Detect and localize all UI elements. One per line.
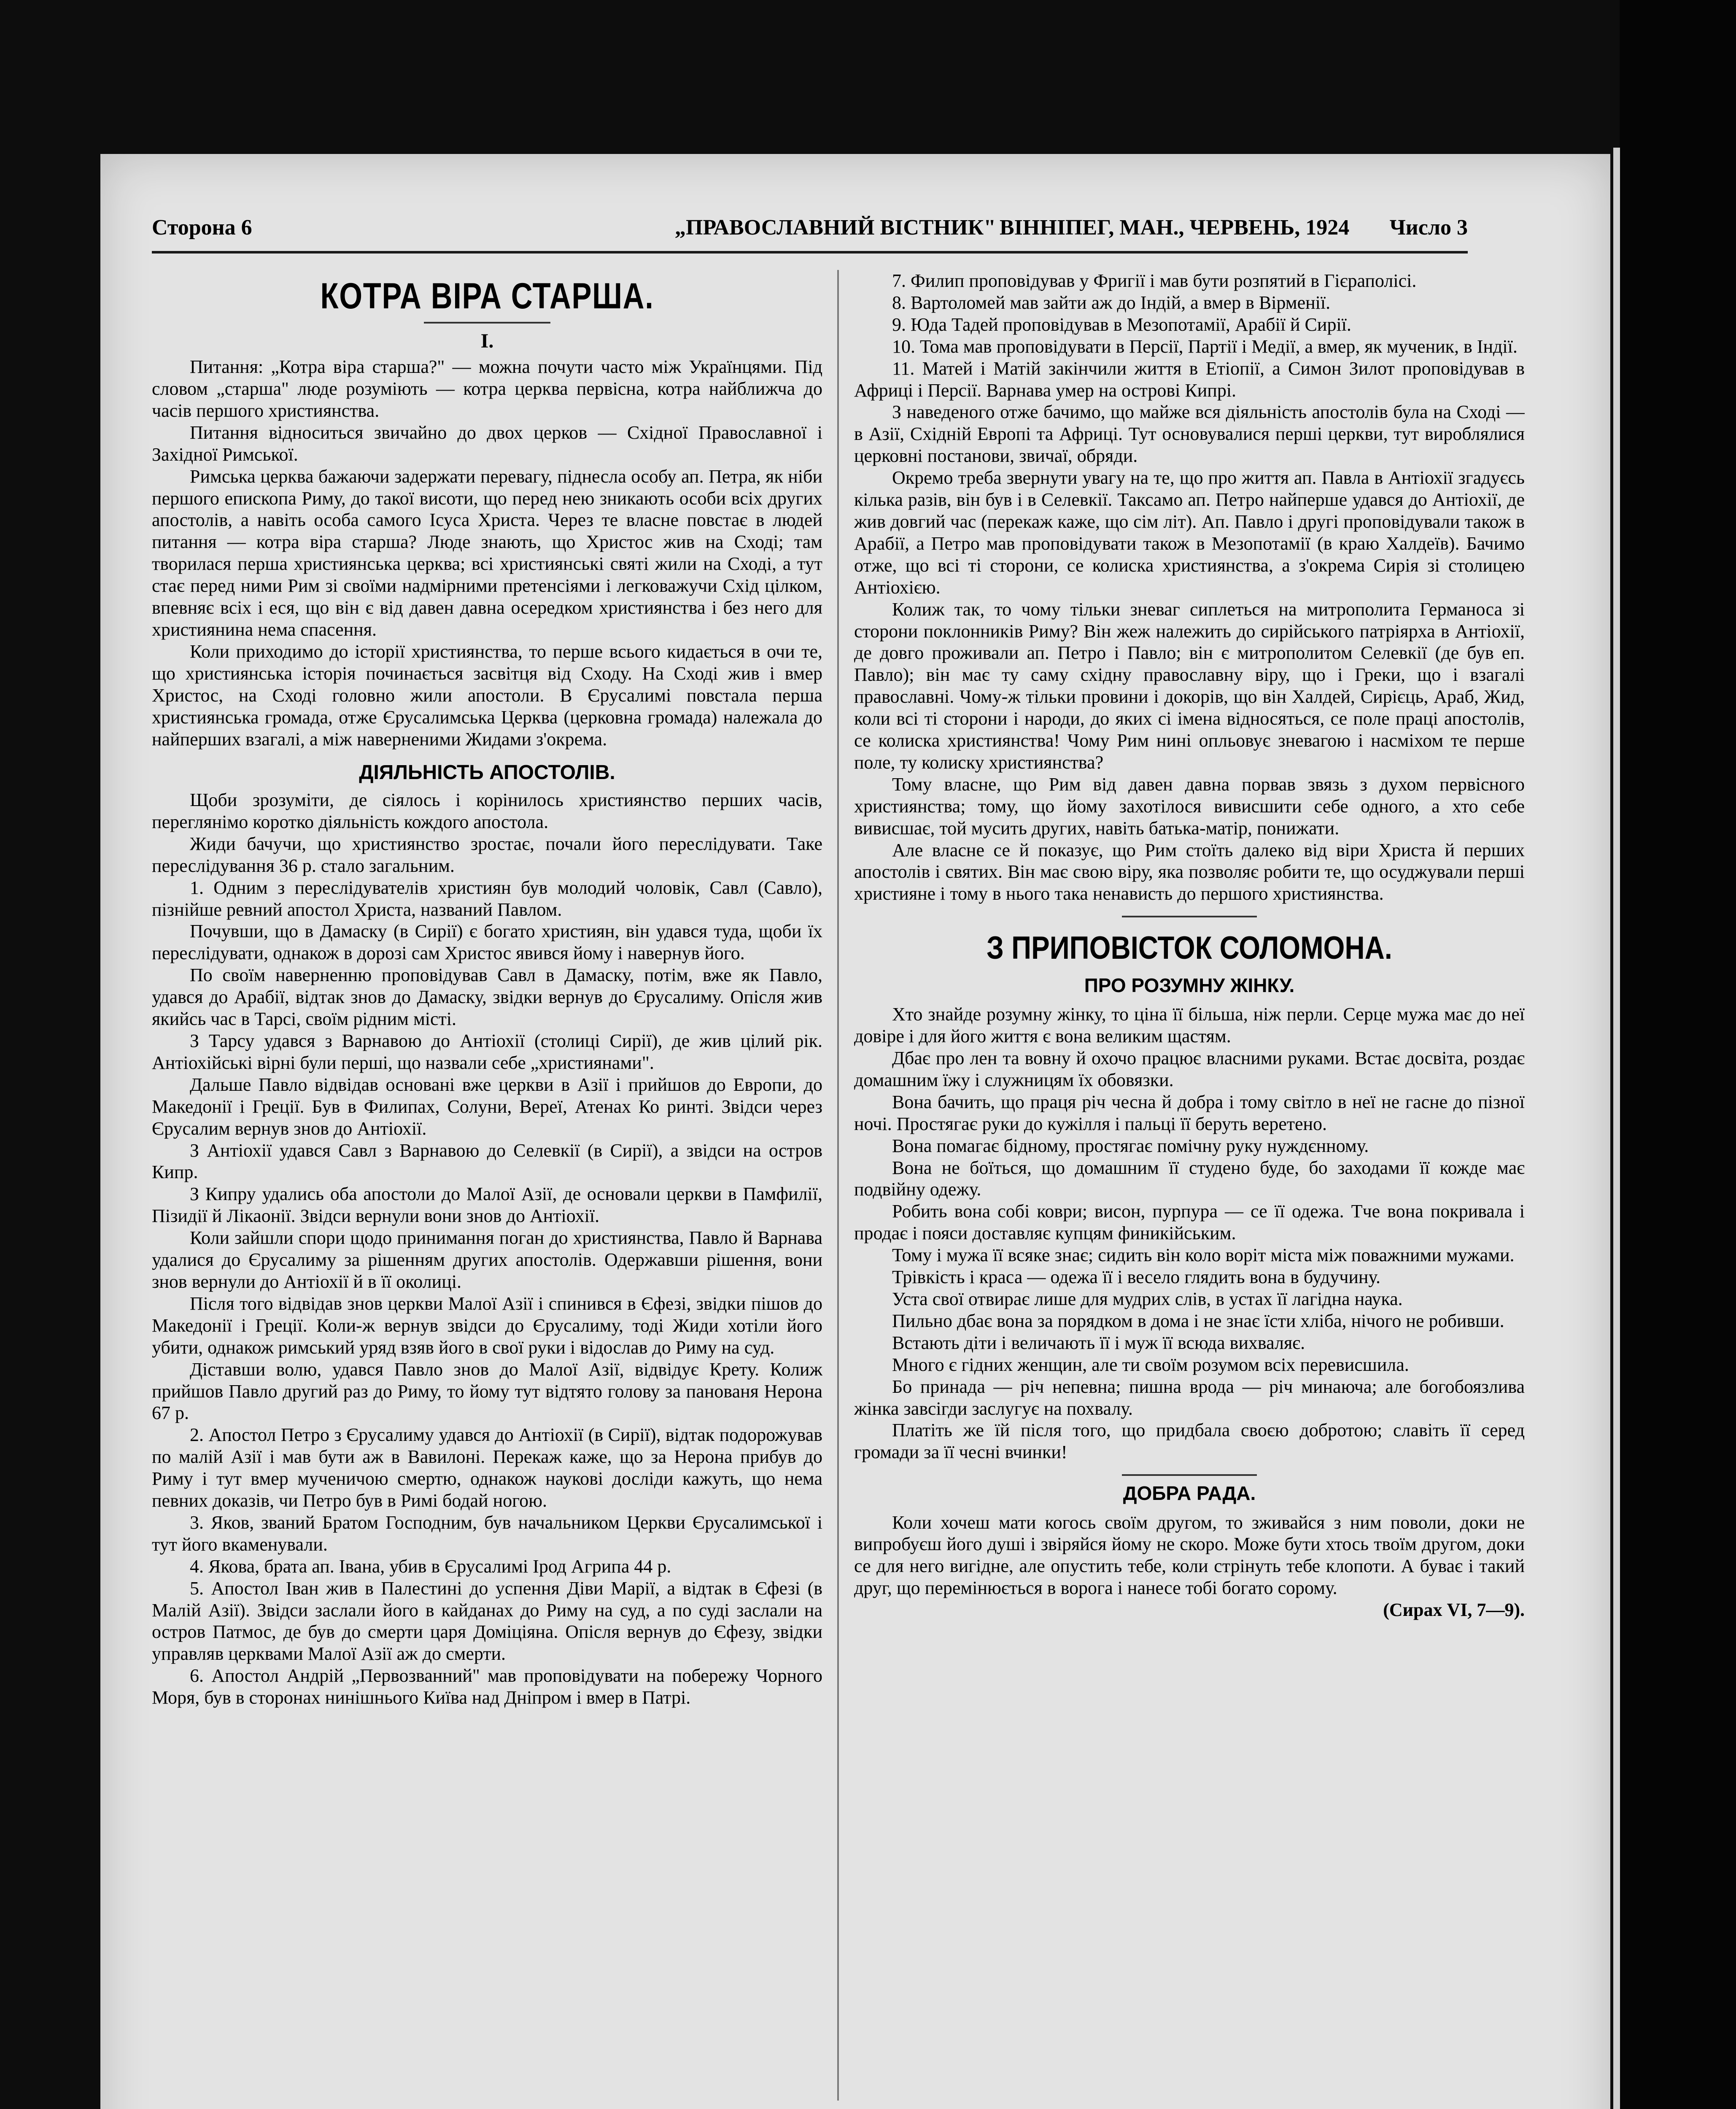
paragraph: Тому і мужа її всяке знає; сидить він коло воріт міста між поважними мужами. <box>892 1245 1515 1266</box>
newspaper-name: „ПРАВОСЛАВНИЙ ВІСТНИК" <box>675 216 996 240</box>
paragraph: Питання відноситься звичайно до двох церков — Східної Православної і Західної Римської. <box>152 422 822 465</box>
paragraph: По своїм наверненню проповідував Савл в Дамаску, потім, вже як Павло, удався до Арабії, відтак знов до Дамаску, звідки вернув до Єрусалиму. Опісля жив якийсь час в Тарсі, своїм рідним місті. <box>152 965 822 1030</box>
paragraph: Жиди бачучи, що християнство зростає, почали його переслідувати. Таке переслідування 36 р. стало загальним. <box>152 833 822 876</box>
part-number: І. <box>480 330 494 353</box>
paragraph: 5. Апостол Іван жив в Палестині до успення Діви Марії, а відтак в Єфезі (в Малій Азії). Звідси заслали його в кайданах до Риму на суд, а по суді заслали на остров Патмос, де був до смерти царя Доміціяна. Опісля вернув до Єфезу, звідки управляв церквами Малої Азії аж до смерти. <box>152 1578 822 1664</box>
paragraph: 3. Яков, званий Братом Господним, був начальником Церкви Єрусалимської і тут його вкаменували. <box>152 1512 822 1555</box>
issue-number: Число 3 <box>1389 216 1468 240</box>
paragraph: Вона бачить, що праця річ чесна й добра і тому світло в неї не гасне до пізної ночі. Простягає руки до кужілля і пальці її беруть веретено. <box>854 1091 1525 1134</box>
paragraph: 1. Одним з переслідувателів християн був молодий чоловік, Савл (Савло), пізнійше ревний апостол Христа, названий Павлом. <box>152 877 822 920</box>
paragraph: З Антіохії удався Савл з Варнавою до Селевкії (в Сирії), а звідси на остров Кипр. <box>152 1140 822 1183</box>
page-number-label: Сторона 6 <box>152 216 252 240</box>
section-heading: ДІЯЛЬНІСТЬ АПОСТОЛІВ. <box>359 761 615 784</box>
paragraph: Вона не боїться, що домашним її студено буде, бо заходами її кожде має подвійну одежу. <box>854 1157 1525 1200</box>
paragraph: Коли приходимо до історії християнства, то перше всього кидається в очи те, що християнська історія починається засвітця від Сходу. На Сході жив і вмер Христос, на Сході головно жили апостоли. В Єрусалимі повстала перша християнська громада, отже Єрусалимська Церква (церковна громада) належала до найперших взагалі, а між наверненими Жидами з'окрема. <box>152 641 822 750</box>
paragraph: 8. Вартоломей мав зайти аж до Індій, а вмер в Вірменії. <box>892 292 1331 313</box>
paragraph: Але власне се й показує, що Рим стоїть далеко від віри Христа й перших апостолів і святих. Він має свою віру, яка позволяє робити те, що осуджували перші християне і тому в нього така ненависть до першого християнства. <box>854 839 1525 904</box>
paragraph: Почувши, що в Дамаску (в Сирії) є богато християн, він удався туда, щоби їх переслідувати, однакож в дорозі сам Христос явився йому і навернув його. <box>152 921 822 964</box>
paragraph: Уста свої отвирає лише для мудрих слів, в устах її лагідна наука. <box>892 1289 1403 1309</box>
article-title: КОТРА ВІРА СТАРША. <box>320 276 654 316</box>
paragraph: Діставши волю, удався Павло знов до Малої Азії, відвідує Крету. Колиж прийшов Павло другий раз до Риму, то йому тут відтято голову за панованя Нерона 67 р. <box>152 1359 822 1424</box>
paragraph: Дбає про лен та вовну й охочо працює власними руками. Встає досвіта, роздає домашним їжу і служницям їх обовязки. <box>854 1048 1525 1090</box>
paragraph: 7. Филип проповідував у Фригії і мав бути розпятий в Гієраполісі. <box>892 270 1417 291</box>
title-rule <box>424 322 550 324</box>
paragraph: Тому власне, що Рим від давен давна порвав звязь з духом первісного християнства; тому, що йому захотілося вивисшити себе одного, а хто себе вивисшає, той мусить других, навіть батька-матір, понижати. <box>854 774 1525 839</box>
paragraph: Колиж так, то чому тільки зневаг сиплеться на митрополита Германоса зі сторони поклонників Риму? Він жеж належить до сирійського патріярха в Антіохії, де довго проживали ап. Петро і Павло; він є митрополитом Селевкії (де був еп. Павло); він має ту саму східну православну віру, що і Греки, що і взагалі православні. Чому-ж тільки провини і докорів, що він Халдей, Сирієць, Араб, Жид, коли всі ті сторони і народи, до яких сі імена відносяться, се поле праці апостолів, се колиска християнства! Чому Рим нині опльовує зневагою і насміхом те перше поле, ту колиску християнства? <box>854 599 1525 773</box>
paragraph: 10. Тома мав проповідувати в Персії, Партії і Медії, а вмер, як мученик, в Індії. <box>892 336 1518 357</box>
paragraph: З Кипру удались оба апостоли до Малої Азії, де основали церкви в Памфилії, Пізидії й Лікаонії. Звідси вернули вони знов до Антіохії. <box>152 1184 822 1227</box>
section-rule <box>1122 1474 1257 1476</box>
paragraph: Коли зайшли спори щодо принимання поган до християнства, Павло й Варнава удалися до Єрусалиму за рішенням других апостолів. Одержавши рішення, вони знов вернули до Антіохії й в її околиці. <box>152 1227 822 1292</box>
scripture-citation: (Сирах VI, 7—9). <box>1383 1599 1525 1621</box>
paragraph: Бо принада — річ непевна; пишна врода — річ минаюча; але богобоязлива жінка завсігди заслугує на похвалу. <box>854 1376 1525 1419</box>
paragraph: Трівкість і краса — одежа її і весело глядить вона в будучину. <box>892 1267 1381 1288</box>
adjacent-page-edge <box>1613 148 1620 2109</box>
paragraph: 2. Апостол Петро з Єрусалиму удався до Антіохії (в Сирії), відтак подорожував по малій Азії і мав бути аж в Вавилоні. Перекаж каже, що за Нерона прибув до Риму і тут вмер мученичою смертю, однакож наукові досліди кажуть, що нема певних доказів, чи Петро був в Римі бодай ногою. <box>152 1424 822 1511</box>
paragraph: Хто знайде розумну жінку, то ціна її більша, ніж перли. Серце мужа має до неї довіре і для його життя є вона великим щастям. <box>854 1004 1525 1047</box>
paragraph: Щоби зрозуміти, де сіялось і корінилось християнство перших часів, переглянімо коротко діяльність кождого апостола. <box>152 790 822 832</box>
paragraph: Платіть же їй після того, що придбала своєю добротою; славіть її серед громади за її чесні вчинки! <box>854 1420 1525 1463</box>
paragraph: Робить вона собі коври; висон, пурпура — се її одежа. Тче вона покривала і продає і пояси доставляє купцям финикійським. <box>854 1201 1525 1244</box>
paragraph: Дальше Павло відвідав основані вже церкви в Азії і прийшов до Европи, до Македонії і Греції. Був в Филипах, Солуни, Вереї, Атенах Ко ринті. Звідси через Єрусалим вернув знов до Антіохії. <box>152 1074 822 1139</box>
paragraph: 4. Якова, брата ап. Івана, убив в Єрусалимі Ірод Агрипа 44 р. <box>190 1556 671 1577</box>
place-date: ВІННІПЕГ, МАН., ЧЕРВЕНЬ, 1924 <box>1000 216 1350 240</box>
column-divider <box>837 270 839 2101</box>
paragraph: 9. Юда Тадей проповідував в Мезопотамії, Арабії й Сирії. <box>892 314 1351 335</box>
paragraph: 6. Апостол Андрій „Первозванний" мав проповідувати на побережу Чорного Моря, був в сторонах нинішнього Київа над Дніпром і вмер в Патрі. <box>152 1665 822 1708</box>
paragraph: Питання: „Котра віра старша?" — можна почути часто між Українцями. Під словом „старша" люде розуміють — котра церква первісна, котра найближча до часів першого християнства. <box>152 356 822 421</box>
subheading-wise-woman: ПРО РОЗУМНУ ЖІНКУ. <box>1084 974 1295 996</box>
paragraph: Римська церква бажаючи задержати перевагу, піднесла особу ап. Петра, як ніби першого епископа Риму, до такої висоти, що перед нею зникають особи всіх других апостолів, а навіть особа самого Ісуса Христа. Через те власне повстає в людей питання — котра віра старша? Люде знають, що Христос жив на Сході; там творилася перша християнська церква; всі християнські святі жили на Сході, а тут стає перед ними Рим зі своїми надмірними претенсіями і легковажучи Схід цілком, впевняє всіх і еся, що він є від давен давна осередком християнства і без него для християнина нема спасення. <box>152 466 822 640</box>
paragraph: З наведеного отже бачимо, що майже вся діяльність апостолів була на Сході — в Азії, Східній Европі та Африці. Тут основувалися перші церкви, тут вироблялися церковні постанови, звичаї, обряди. <box>854 402 1525 467</box>
header-rule <box>152 251 1468 254</box>
left-column <box>152 270 822 2096</box>
page-header <box>152 215 1468 249</box>
subheading-good-advice: ДОБРА РАДА. <box>1123 1482 1256 1505</box>
paragraph: Окремо треба звернути увагу на те, що про життя ап. Павла в Антіохії згадуєсь кілька разів, він був і в Селевкії. Таксамо ап. Петро найперше удався до Антіохії, де жив довгий час (перекаж каже, що сім літ). Ап. Павло і другі проповідували також в Арабії, а Петро мав проповідувати також в Мезопотамії (в краю Халдеїв). Бачимо отже, що всі ті сторони, се колиска християнства, а з'окрема Сирія зі столицею Антіохією. <box>854 467 1525 598</box>
paragraph: Вона помагає бідному, простягає помічну руку нуждєнному. <box>892 1135 1369 1156</box>
paragraph: Після того відвідав знов церкви Малої Азії і спинився в Єфезі, звідки пішов до Македонії і Греції. Коли-ж вернув звідси до Єрусалиму, тоді Жиди хотіли його убити, однакож римський уряд взяв його в свої руки і відослав до Риму на суд. <box>152 1293 822 1358</box>
right-column <box>854 270 1525 2096</box>
article-title-solomon: З ПРИПОВІСТОК СОЛОМОНА. <box>987 930 1392 966</box>
paragraph: З Тарсу удався з Варнавою до Антіохії (столиці Сирії), де жив цілий рік. Антіохійські вірні були перші, що назвали себе „християнами". <box>152 1030 822 1073</box>
paragraph: Много є гідних женщин, але ти своїм розумом всіх перевисшила. <box>892 1354 1409 1375</box>
film-frame-border <box>1620 0 1736 2109</box>
paragraph: Пильно дбає вона за порядком в дома і не знає їсти хліба, нічого не робивши. <box>892 1310 1504 1331</box>
paragraph: Встають діти і величають її і муж її всюда вихваляє. <box>892 1332 1305 1353</box>
paragraph: Коли хочеш мати когось своїм другом, то зживайся з ним поволи, доки не випробуєш його душі і звіряйся йому не скоро. Може бути хтось твоїм другом, доки се для него вигідне, але опустить тебе, коли стрінуть тебе клопоти. А буває і такий друг, що перемінюється в ворога і нанесе тобі богато сорому. <box>854 1512 1525 1599</box>
section-rule <box>1122 916 1257 917</box>
paragraph: 11. Матей і Матій закінчили життя в Етіопії, а Симон Зилот проповідував в Африці і Персії. Варнава умер на острові Кипрі. <box>854 358 1525 401</box>
